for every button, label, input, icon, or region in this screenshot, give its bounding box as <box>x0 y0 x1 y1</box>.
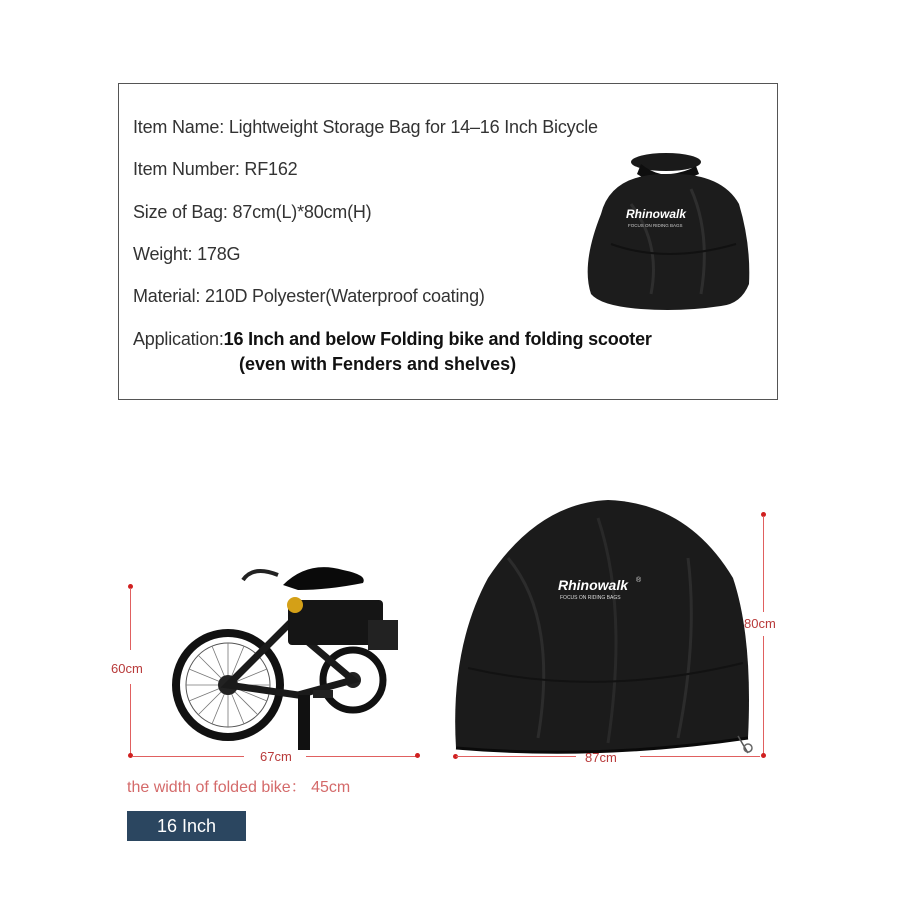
spec-application <box>133 329 652 350</box>
bike-length-line-left <box>132 756 244 757</box>
bike-length-label: 67cm <box>260 749 292 764</box>
spec-item-name: Item Name: Lightweight Storage Bag for 14–16 Inch Bicycle <box>133 117 598 137</box>
bag-height-label: 80cm <box>744 616 776 631</box>
spec-box <box>118 83 778 400</box>
bag-height-dot-bottom <box>761 753 766 758</box>
spec-material: Material: 210D Polyester(Waterproof coating) <box>133 286 485 306</box>
storage-bag-image <box>448 498 758 758</box>
bag-height-line-upper <box>763 516 764 612</box>
folded-width-note: the width of folded bike： 45cm <box>127 779 351 796</box>
folded-bike-image <box>168 545 418 755</box>
spec-item-number: Item Number: RF162 <box>133 159 298 179</box>
bag-length-label: 87cm <box>585 750 617 765</box>
application-label: Application: <box>133 329 224 349</box>
spec-size: Size of Bag: 87cm(L)*80cm(H) <box>133 202 372 222</box>
mini-bag-image <box>571 144 761 314</box>
application-value-2: (even with Fenders and shelves) <box>239 354 517 374</box>
brand-tagline: FOCUS ON RIDING BAGS <box>560 595 621 601</box>
bag-height-line-lower <box>763 636 764 754</box>
bag-length-line-left <box>456 756 576 757</box>
bag-length-line-right <box>640 756 760 757</box>
spec-weight: Weight: 178G <box>133 244 241 264</box>
bike-length-line-right <box>306 756 416 757</box>
registered-mark: ® <box>636 577 642 584</box>
svg-text:FOCUS ON RIDING BAGS: FOCUS ON RIDING BAGS <box>628 223 683 228</box>
bike-length-dot-right <box>415 753 420 758</box>
bike-height-line-upper <box>130 588 131 650</box>
mini-brand-logo: Rhinowalk <box>626 207 687 221</box>
application-value: 16 Inch and below Folding bike and folding scooter <box>223 329 652 349</box>
bike-height-label: 60cm <box>111 661 143 676</box>
brand-logo: Rhinowalk <box>558 577 629 593</box>
size-badge: 16 Inch <box>127 811 246 841</box>
bike-height-line-lower <box>130 684 131 754</box>
